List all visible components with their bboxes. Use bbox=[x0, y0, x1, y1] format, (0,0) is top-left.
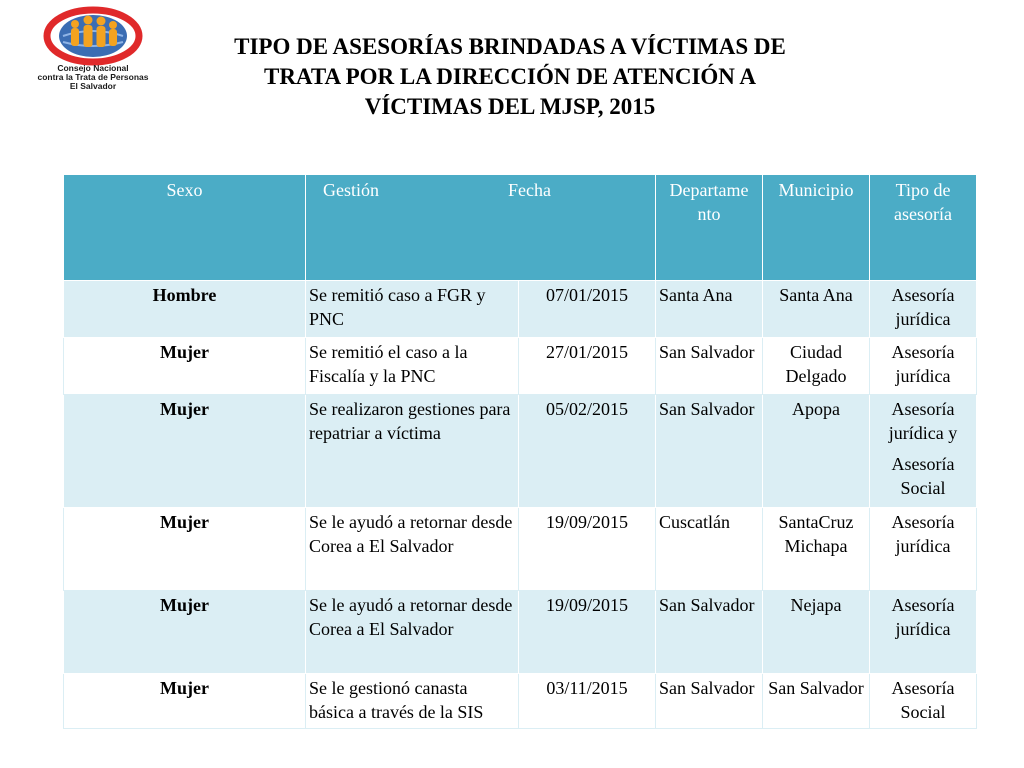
cell-gestion: Se le ayudó a retornar desde Corea a El Salvador bbox=[306, 591, 519, 674]
logo-text-line-2: contra la Trata de Personas bbox=[37, 72, 149, 82]
header-gestion: Gestión bbox=[323, 180, 379, 200]
table-row bbox=[64, 395, 977, 508]
cell-tipo: Asesoría jurídica bbox=[870, 591, 977, 674]
header-tipo: Tipo de asesoría bbox=[870, 175, 977, 281]
cell-sexo: Mujer bbox=[64, 674, 306, 729]
title-line-2: TRATA POR LA DIRECCIÓN DE ATENCIÓN A bbox=[263, 64, 757, 89]
cell-sexo: Mujer bbox=[64, 591, 306, 674]
cell-gestion: Se remitió el caso a la Fiscalía y la PNC bbox=[306, 338, 519, 395]
header-departamento: Departame nto bbox=[656, 175, 763, 281]
cell-tipo: Asesoría jurídica bbox=[870, 338, 977, 395]
cell-departamento: Santa Ana bbox=[656, 281, 763, 338]
title-line-3: VÍCTIMAS DEL MJSP, 2015 bbox=[364, 94, 656, 119]
cell-fecha: 19/09/2015 bbox=[519, 508, 656, 591]
cell-fecha: 07/01/2015 bbox=[519, 281, 656, 338]
cell-tipo bbox=[870, 395, 977, 508]
cell-departamento: San Salvador bbox=[656, 674, 763, 729]
cell-gestion: Se realizaron gestiones para repatriar a víctima bbox=[306, 395, 519, 508]
cell-sexo: Mujer bbox=[64, 395, 306, 508]
cell-tipo: Asesoría Social bbox=[870, 674, 977, 729]
slide-title bbox=[175, 32, 845, 122]
cell-gestion: Se le gestionó canasta básica a través de la SIS bbox=[306, 674, 519, 729]
header-fecha: Fecha bbox=[508, 180, 551, 200]
cell-gestion: Se le ayudó a retornar desde Corea a El Salvador bbox=[306, 508, 519, 591]
table-header-row bbox=[64, 175, 977, 281]
cell-tipo-line-2: Asesoría Social bbox=[891, 454, 955, 498]
cell-fecha: 05/02/2015 bbox=[519, 395, 656, 508]
globe-people-logo-icon bbox=[18, 6, 168, 68]
cell-municipio: San Salvador bbox=[763, 674, 870, 729]
table-row bbox=[64, 281, 977, 338]
cell-municipio: Apopa bbox=[763, 395, 870, 508]
title-line-1: TIPO DE ASESORÍAS BRINDADAS A VÍCTIMAS DE bbox=[234, 34, 786, 59]
table-row bbox=[64, 338, 977, 395]
cell-tipo: Asesoría jurídica bbox=[870, 508, 977, 591]
cell-fecha: 27/01/2015 bbox=[519, 338, 656, 395]
header-municipio: Municipio bbox=[763, 175, 870, 281]
cell-gestion: Se remitió caso a FGR y PNC bbox=[306, 281, 519, 338]
cell-departamento: Cuscatlán bbox=[656, 508, 763, 591]
cell-tipo-line-1: Asesoría jurídica y bbox=[888, 399, 958, 443]
cell-tipo: Asesoría jurídica bbox=[870, 281, 977, 338]
header-sexo: Sexo bbox=[64, 175, 306, 281]
logo-text-line-3: El Salvador bbox=[69, 81, 117, 91]
table-row bbox=[64, 674, 977, 729]
cell-sexo: Mujer bbox=[64, 338, 306, 395]
cell-municipio: Nejapa bbox=[763, 591, 870, 674]
table-row bbox=[64, 508, 977, 591]
header-gestion-fecha bbox=[306, 175, 656, 281]
cell-sexo: Hombre bbox=[64, 281, 306, 338]
cell-fecha: 03/11/2015 bbox=[519, 674, 656, 729]
cell-municipio: Santa Ana bbox=[763, 281, 870, 338]
cell-municipio: Ciudad Delgado bbox=[763, 338, 870, 395]
cell-fecha: 19/09/2015 bbox=[519, 591, 656, 674]
cell-municipio: SantaCruz Michapa bbox=[763, 508, 870, 591]
cell-departamento: San Salvador bbox=[656, 591, 763, 674]
advisory-table bbox=[63, 174, 977, 729]
cell-departamento: San Salvador bbox=[656, 338, 763, 395]
organization-logo bbox=[18, 6, 168, 94]
logo-text-line-1: Consejo Nacional bbox=[57, 63, 129, 73]
cell-sexo: Mujer bbox=[64, 508, 306, 591]
cell-departamento: San Salvador bbox=[656, 395, 763, 508]
table-row bbox=[64, 591, 977, 674]
